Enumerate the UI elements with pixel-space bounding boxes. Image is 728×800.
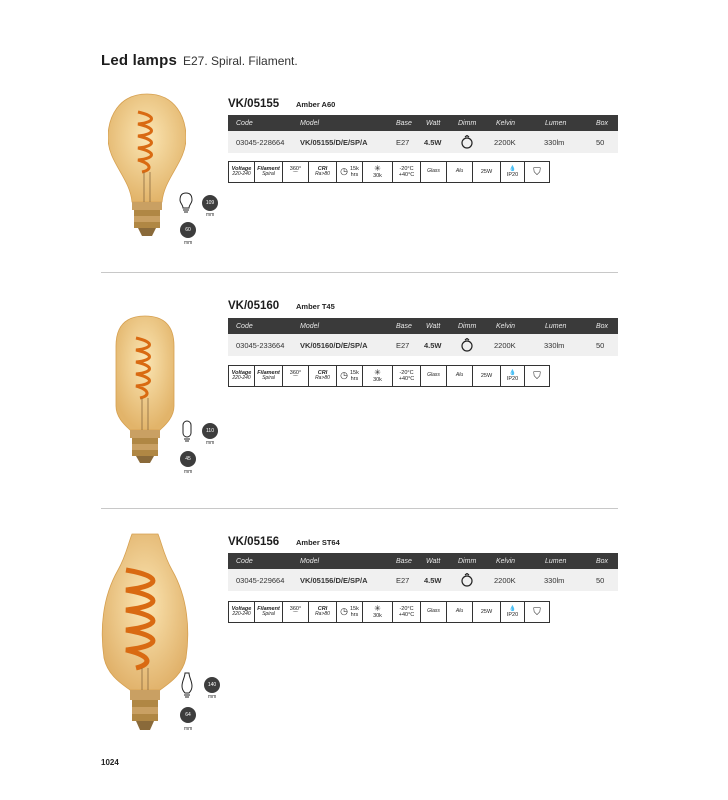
- product-code-title: VK/05160: [228, 300, 280, 312]
- header-dimm: Dimm: [458, 119, 477, 127]
- spec-table: [228, 318, 618, 356]
- row-box: 50: [596, 576, 605, 585]
- bulb-outline-icon: [182, 420, 192, 444]
- page-number: 1024: [101, 758, 119, 767]
- beam-angle-feature: [283, 602, 309, 622]
- lifetime-value: 15k: [349, 369, 359, 376]
- section-divider: [101, 272, 618, 273]
- width-unit: mm: [184, 726, 193, 732]
- switch-cycles-feature: [363, 602, 393, 622]
- ip-rating: IP20: [506, 376, 519, 382]
- cri-feature: [309, 366, 337, 386]
- page-subtitle: E27. Spiral. Filament.: [183, 54, 298, 68]
- filament-label: Filament: [257, 606, 280, 613]
- header-code: Code: [236, 557, 253, 565]
- header-dimm: Dimm: [458, 557, 477, 565]
- spec-table-header: [228, 318, 618, 334]
- shield-icon: ⛉: [533, 370, 541, 382]
- header-code: Code: [236, 322, 253, 330]
- voltage-value: 220-240: [232, 375, 251, 382]
- cri-feature: [309, 162, 337, 182]
- header-base: Base: [396, 557, 412, 565]
- switch-burst-icon: ✳: [374, 367, 381, 377]
- voltage-value: 220-240: [232, 171, 251, 178]
- lifetime-value: 15k: [349, 605, 359, 612]
- feature-icon-strip: [228, 161, 550, 183]
- width-badge: 64: [180, 707, 196, 723]
- drop-icon: 💧: [509, 165, 516, 172]
- temp-low: -20°C: [399, 369, 414, 376]
- temperature-feature: [393, 366, 421, 386]
- product-variant: Amber T45: [296, 302, 335, 311]
- glass-feature: [421, 366, 447, 386]
- switch-cycles-feature: [363, 162, 393, 182]
- glass-label: Glass: [427, 608, 440, 615]
- class-feature: [525, 366, 549, 386]
- cri-label: CRI: [317, 606, 328, 613]
- table-row: [228, 131, 618, 153]
- height-unit: mm: [206, 440, 215, 446]
- cri-value: Ra>80: [315, 171, 330, 178]
- row-model: VK/05160/D/E/SP/A: [300, 341, 368, 350]
- header-model: Model: [300, 322, 320, 330]
- temp-high: +40°C: [398, 376, 415, 382]
- temp-low: -20°C: [399, 605, 414, 612]
- class-feature: [525, 602, 549, 622]
- cri-label: CRI: [317, 166, 328, 173]
- beam-angle-feature: [283, 162, 309, 182]
- ip-rating: IP20: [506, 172, 519, 178]
- clock-icon: ◷: [340, 606, 348, 617]
- alu-feature: [447, 602, 473, 622]
- ip-rating-feature: [501, 162, 525, 182]
- bulb-outline-icon: [181, 672, 193, 700]
- filament-value: Spiral: [262, 171, 275, 178]
- equivalent-wattage: 25W: [480, 608, 493, 615]
- voltage-label: Voltage: [231, 166, 252, 173]
- temperature-feature: [393, 162, 421, 182]
- row-model: VK/05155/D/E/SP/A: [300, 138, 368, 147]
- temp-high: +40°C: [398, 612, 415, 618]
- product-code-title: VK/05155: [228, 98, 280, 110]
- header-box: Box: [596, 322, 609, 330]
- drop-icon: 💧: [509, 605, 516, 612]
- row-code: 03045-229664: [236, 576, 285, 585]
- equivalent-wattage: 25W: [480, 372, 493, 379]
- ip-rating: IP20: [506, 612, 519, 618]
- alu-feature: [447, 366, 473, 386]
- row-kelvin: 2200K: [494, 138, 516, 147]
- row-kelvin: 2200K: [494, 576, 516, 585]
- beam-arc-icon: ⌒: [292, 376, 299, 382]
- lifetime-feature: [337, 366, 363, 386]
- width-badge: 45: [180, 451, 196, 467]
- glass-feature: [421, 602, 447, 622]
- equivalent-wattage-feature: [473, 162, 501, 182]
- glass-feature: [421, 162, 447, 182]
- cri-feature: [309, 602, 337, 622]
- ip-rating-feature: [501, 602, 525, 622]
- switch-cycles-value: 30k: [373, 377, 382, 384]
- product-code-title: VK/05156: [228, 536, 280, 548]
- spec-table-header: [228, 115, 618, 131]
- row-code: 03045-228664: [236, 138, 285, 147]
- cri-value: Ra>80: [315, 375, 330, 382]
- switch-burst-icon: ✳: [374, 603, 381, 613]
- header-kelvin: Kelvin: [496, 119, 516, 127]
- height-badge: 140: [204, 677, 220, 693]
- lifetime-unit: hrs: [350, 612, 359, 618]
- table-row: [228, 334, 618, 356]
- spec-table: [228, 115, 618, 153]
- bulb-image-a60: [108, 90, 186, 240]
- beam-angle-label: 360°: [289, 165, 302, 172]
- height-unit: mm: [206, 212, 215, 218]
- shield-icon: ⛉: [533, 166, 541, 178]
- voltage-feature: [229, 162, 255, 182]
- product-variant: Amber ST64: [296, 538, 340, 547]
- filament-feature: [255, 602, 283, 622]
- width-unit: mm: [184, 240, 193, 246]
- header-base: Base: [396, 322, 412, 330]
- cri-label: CRI: [317, 370, 328, 377]
- row-watt: 4.5W: [424, 138, 442, 147]
- voltage-value: 220-240: [232, 611, 251, 618]
- dimmable-icon: [460, 338, 474, 352]
- header-code: Code: [236, 119, 253, 127]
- header-model: Model: [300, 557, 320, 565]
- section-divider: [101, 508, 618, 509]
- row-lumen: 330lm: [544, 576, 565, 585]
- bulb-image-st64: [98, 530, 192, 738]
- alu-label: Alu: [455, 372, 464, 379]
- beam-angle-label: 360°: [289, 605, 302, 612]
- filament-feature: [255, 366, 283, 386]
- row-box: 50: [596, 341, 605, 350]
- glass-label: Glass: [427, 168, 440, 175]
- header-watt: Watt: [426, 557, 441, 565]
- header-kelvin: Kelvin: [496, 557, 516, 565]
- bulb-outline-icon: [179, 192, 193, 214]
- height-unit: mm: [208, 694, 217, 700]
- feature-icon-strip: [228, 365, 550, 387]
- page-title: Led lamps: [101, 52, 177, 69]
- dimmable-icon: [460, 573, 474, 587]
- temp-low: -20°C: [399, 165, 414, 172]
- row-base: E27: [396, 138, 410, 147]
- row-base: E27: [396, 576, 410, 585]
- width-badge: 60: [180, 222, 196, 238]
- clock-icon: ◷: [340, 370, 348, 381]
- header-lumen: Lumen: [545, 557, 567, 565]
- product-variant: Amber A60: [296, 100, 336, 109]
- beam-arc-icon: ⌒: [292, 612, 299, 618]
- header-box: Box: [596, 119, 609, 127]
- clock-icon: ◷: [340, 166, 348, 177]
- row-watt: 4.5W: [424, 341, 442, 350]
- switch-burst-icon: ✳: [374, 163, 381, 173]
- equivalent-wattage: 25W: [480, 168, 493, 175]
- beam-angle-feature: [283, 366, 309, 386]
- row-base: E27: [396, 341, 410, 350]
- lifetime-value: 15k: [349, 165, 359, 172]
- spec-table: [228, 553, 618, 591]
- row-watt: 4.5W: [424, 576, 442, 585]
- lifetime-unit: hrs: [350, 376, 359, 382]
- beam-arc-icon: ⌒: [292, 172, 299, 178]
- glass-label: Glass: [427, 372, 440, 379]
- row-kelvin: 2200K: [494, 341, 516, 350]
- header-lumen: Lumen: [545, 322, 567, 330]
- row-lumen: 330lm: [544, 341, 565, 350]
- beam-angle-label: 360°: [289, 369, 302, 376]
- temperature-feature: [393, 602, 421, 622]
- filament-label: Filament: [257, 370, 280, 377]
- voltage-label: Voltage: [231, 370, 252, 377]
- header-watt: Watt: [426, 322, 441, 330]
- header-dimm: Dimm: [458, 322, 477, 330]
- alu-label: Alu: [455, 168, 464, 175]
- dimmable-icon: [460, 135, 474, 149]
- voltage-label: Voltage: [231, 606, 252, 613]
- height-badge: 109: [202, 195, 218, 211]
- header-kelvin: Kelvin: [496, 322, 516, 330]
- cri-value: Ra>80: [315, 611, 330, 618]
- switch-cycles-feature: [363, 366, 393, 386]
- equivalent-wattage-feature: [473, 602, 501, 622]
- bulb-image-t45: [114, 314, 176, 464]
- header-lumen: Lumen: [545, 119, 567, 127]
- lifetime-feature: [337, 602, 363, 622]
- ip-rating-feature: [501, 366, 525, 386]
- header-base: Base: [396, 119, 412, 127]
- filament-label: Filament: [257, 166, 280, 173]
- header-box: Box: [596, 557, 609, 565]
- row-box: 50: [596, 138, 605, 147]
- filament-value: Spiral: [262, 375, 275, 382]
- header-model: Model: [300, 119, 320, 127]
- voltage-feature: [229, 602, 255, 622]
- spec-table-header: [228, 553, 618, 569]
- voltage-feature: [229, 366, 255, 386]
- lifetime-unit: hrs: [350, 172, 359, 178]
- drop-icon: 💧: [509, 369, 516, 376]
- alu-label: Alu: [455, 608, 464, 615]
- row-lumen: 330lm: [544, 138, 565, 147]
- alu-feature: [447, 162, 473, 182]
- width-unit: mm: [184, 469, 193, 475]
- feature-icon-strip: [228, 601, 550, 623]
- temp-high: +40°C: [398, 172, 415, 178]
- row-code: 03045-233664: [236, 341, 285, 350]
- filament-feature: [255, 162, 283, 182]
- header-watt: Watt: [426, 119, 441, 127]
- height-badge: 110: [202, 423, 218, 439]
- class-feature: [525, 162, 549, 182]
- switch-cycles-value: 30k: [373, 173, 382, 180]
- equivalent-wattage-feature: [473, 366, 501, 386]
- switch-cycles-value: 30k: [373, 613, 382, 620]
- filament-value: Spiral: [262, 611, 275, 618]
- lifetime-feature: [337, 162, 363, 182]
- shield-icon: ⛉: [533, 606, 541, 618]
- row-model: VK/05156/D/E/SP/A: [300, 576, 368, 585]
- table-row: [228, 569, 618, 591]
